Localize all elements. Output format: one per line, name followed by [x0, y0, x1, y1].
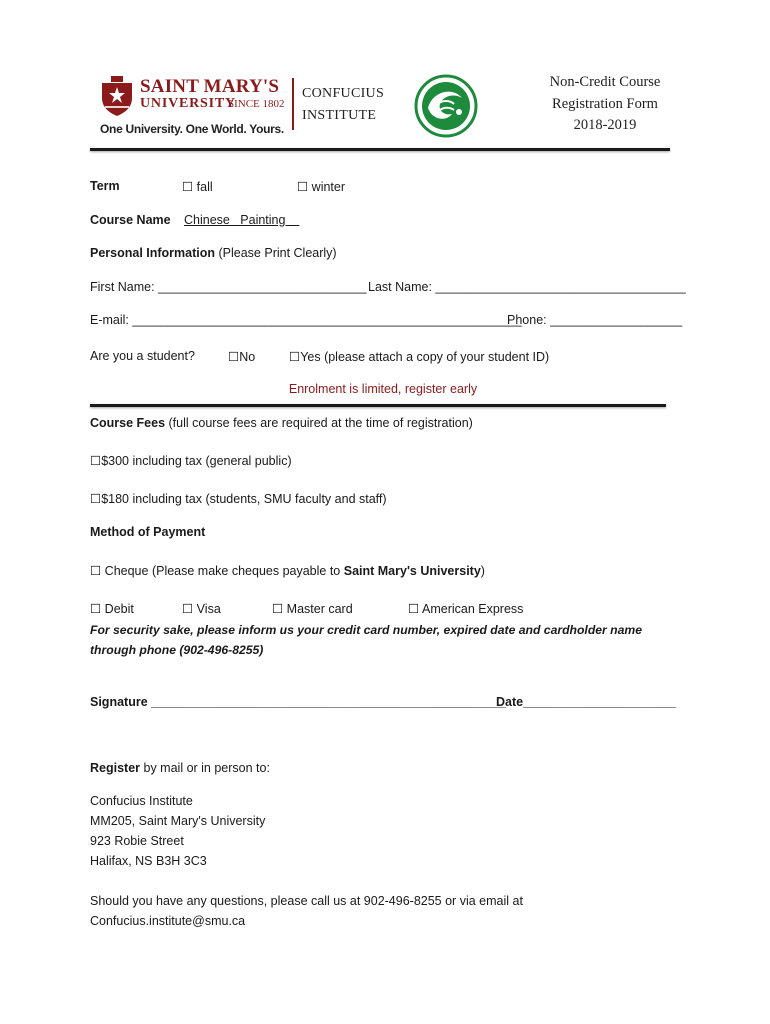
personal-info-title: Personal Information [90, 246, 216, 260]
student-question: Are you a student? [90, 349, 195, 363]
smu-since: SINCE 1802 [228, 98, 285, 110]
ci-name-line1: CONFUCIUS [302, 86, 385, 101]
phone-field[interactable]: Phone: ___________________ [507, 313, 683, 327]
address-line4: Halifax, NS B3H 3C3 [90, 854, 207, 868]
form-title-year: 2018-2019 [573, 117, 637, 133]
enrolment-notice: Enrolment is limited, register early [288, 382, 478, 396]
contact-line1: Should you have any questions, please call us at 902-496-8255 or via email at [90, 894, 523, 908]
address-line3: 923 Robie Street [90, 834, 184, 848]
cheque-suffix: ) [480, 564, 485, 578]
date-field[interactable]: Date______________________ [496, 695, 677, 709]
address-line1: Confucius Institute [90, 794, 193, 808]
student-yes-checkbox[interactable]: ☐Yes (please attach a copy of your student ID) [289, 350, 550, 364]
course-fees-note: (full course fees are required at the time of registration) [165, 416, 473, 430]
student-no-checkbox[interactable]: ☐No [228, 350, 256, 364]
payment-heading: Method of Payment [90, 525, 206, 539]
fee-general-checkbox[interactable]: ☐$300 including tax (general public) [90, 454, 292, 468]
payment-visa-checkbox[interactable]: ☐ Visa [182, 602, 221, 616]
section-rule [90, 404, 666, 407]
signature-field[interactable]: Signature ___________________________________________________ [90, 695, 506, 709]
register-title: Register [90, 761, 141, 775]
course-name-label: Course Name [90, 213, 171, 227]
contact-email[interactable]: Confucius.institute@smu.ca [90, 914, 246, 928]
course-fees-heading [90, 416, 473, 430]
payment-cheque-checkbox[interactable] [90, 563, 485, 578]
smu-crest-icon [100, 76, 134, 116]
email-field[interactable]: E-mail: ________________________________________________________ [90, 313, 522, 327]
course-name-value: Chinese Painting [184, 213, 300, 227]
first-name-field[interactable]: First Name: ______________________________ [90, 280, 367, 294]
header-rule [90, 148, 670, 151]
smu-name-line1: SAINT MARY'S [140, 76, 280, 97]
ci-name-line2: INSTITUTE [302, 108, 377, 123]
cheque-label: ☐ Cheque (Please make cheques payable to [90, 564, 344, 578]
payment-mastercard-checkbox[interactable]: ☐ Master card [272, 602, 353, 616]
address-line2: MM205, Saint Mary's University [90, 814, 266, 828]
confucius-institute-logo-icon [414, 74, 478, 138]
smu-tagline: One University. One World. Yours. [100, 122, 284, 136]
form-title-line1: Non-Credit Course [549, 74, 661, 90]
form-title-line2: Registration Form [552, 96, 658, 112]
security-note-line2: through phone (902-496-8255) [90, 643, 264, 657]
payment-debit-checkbox[interactable]: ☐ Debit [90, 602, 134, 616]
fee-student-checkbox[interactable]: ☐$180 including tax (students, SMU faculty and staff) [90, 492, 387, 506]
security-note-line1: For security sake, please inform us your credit card number, expired date and cardholder name [90, 623, 643, 637]
term-winter-checkbox[interactable]: ☐ winter [297, 180, 346, 194]
register-heading [90, 761, 270, 775]
term-label: Term [90, 179, 120, 193]
smu-logo [100, 72, 290, 142]
course-fees-title: Course Fees [90, 416, 166, 430]
payment-amex-checkbox[interactable]: ☐ American Express [408, 602, 524, 616]
term-fall-checkbox[interactable]: ☐ fall [182, 180, 213, 194]
cheque-payee: Saint Mary's University [343, 564, 481, 578]
smu-name-line2: UNIVERSITY [140, 96, 236, 111]
personal-info-note: (Please Print Clearly) [215, 246, 337, 260]
header-divider [292, 78, 294, 130]
last-name-field[interactable]: Last Name: ____________________________________ [368, 280, 686, 294]
register-note: by mail or in person to: [140, 761, 270, 775]
personal-info-heading [90, 246, 337, 260]
